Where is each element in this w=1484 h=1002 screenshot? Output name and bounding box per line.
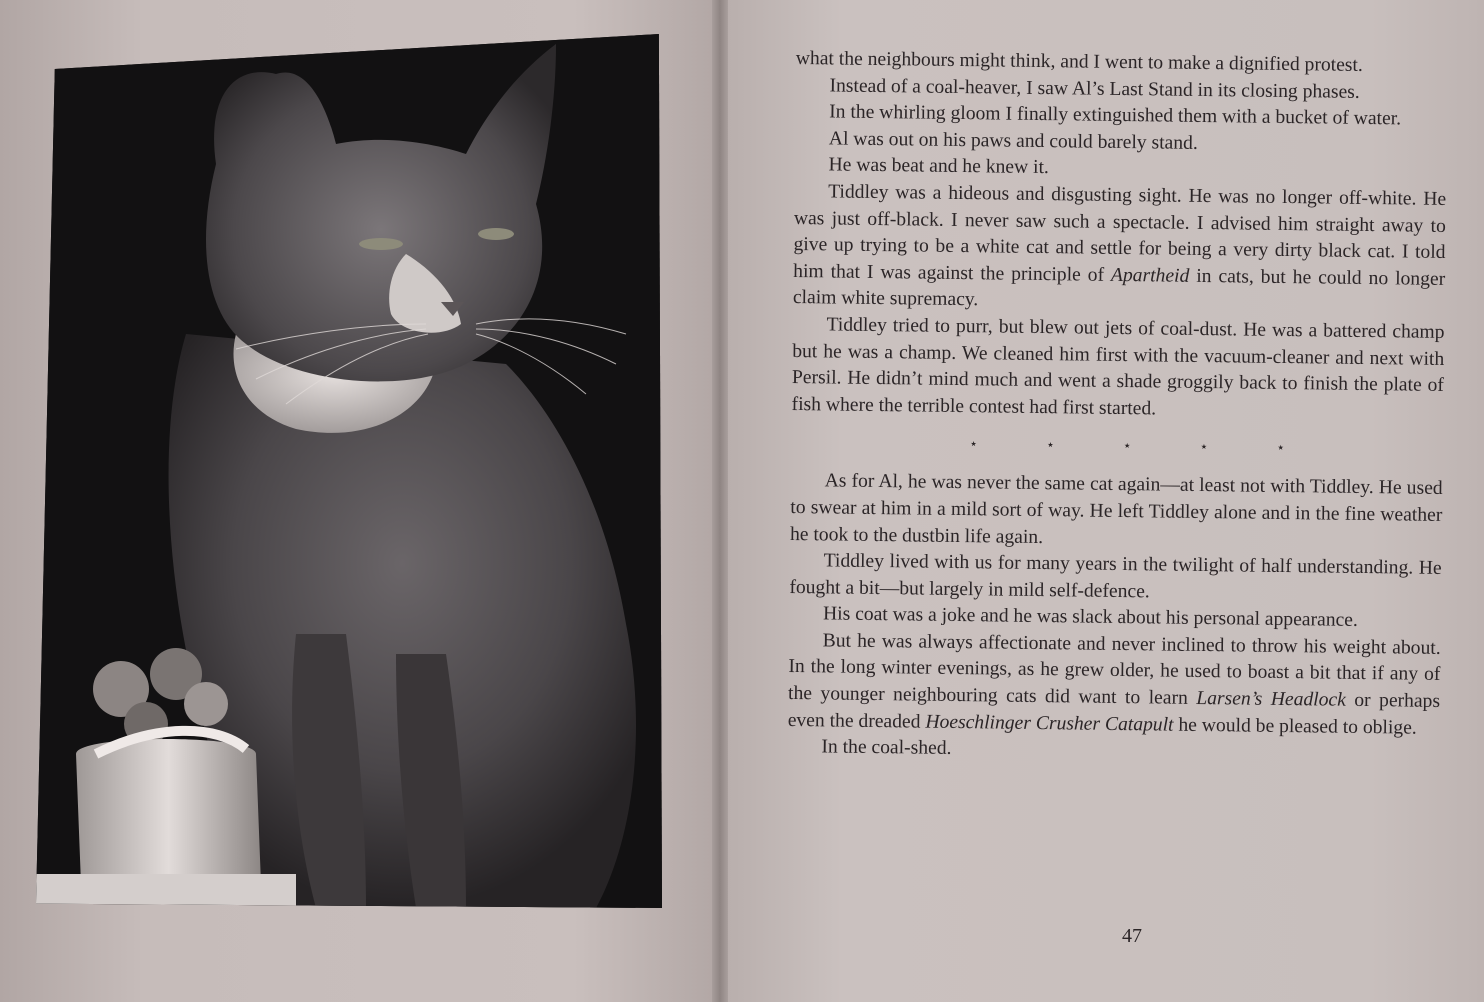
star-icon: ⋆ — [1276, 441, 1286, 457]
paragraph: In the coal-shed. — [821, 736, 952, 760]
paragraph: He was beat and he knew it. — [828, 154, 1050, 179]
paragraph: Tiddley lived with us for many years in the twilight of half understanding. He fought a bit—but largely in mild self-defence. — [789, 550, 1442, 603]
cat-illustration — [36, 34, 662, 908]
paragraph: Tiddley tried to purr, but blew out jets of coal-dust. He was a battered champ but he was a champ. We cleaned him first with the vacuum-cleaner and next with Persil. He didn’t mind much and went a shade groggily back to finish the plate of fish where the terrible contest had first started. — [791, 314, 1445, 420]
paragraph: what the neighbours might think, and I went to make a dignified protest. — [795, 47, 1363, 76]
paragraph: In the whirling gloom I finally extinguished them with a bucket of water. — [829, 101, 1402, 130]
left-page — [0, 0, 718, 1002]
paragraph: His coat was a joke and he was slack about his personal appearance. — [822, 603, 1358, 632]
cat-photograph — [36, 34, 662, 908]
paragraph: Instead of a coal-heaver, I saw Al’s Last Stand in its closing phases. — [829, 75, 1360, 103]
paragraph: Al was out on his paws and could barely stand. — [828, 128, 1198, 154]
star-icon: ⋆ — [1199, 440, 1209, 456]
paragraph: But he was always affectionate and never inclined to throw his weight about. In the long winter evenings, as he grew older, he used to boast a bit that if any of the younger neighbouring cats did want to learn Larsen’s Headlock or perhaps even the dreaded Hoeschlinger Crusher Catapult he would be pleased to oblige. — [787, 630, 1441, 739]
paragraph: Tiddley was a hideous and disgusting sight. He was no longer off-white. He was just off-black. I never saw such a spectacle. I advised him straight away to give up trying to be a white cat and settle for being a very dirty black cat. I told him that I was against the principle of Apartheid in cats, but he could no longer claim white supremacy. — [792, 181, 1447, 311]
page-number: 47 — [1122, 925, 1142, 947]
page-text — [787, 46, 1448, 769]
book-gutter — [712, 0, 728, 1002]
star-icon: ⋆ — [969, 437, 979, 453]
star-icon: ⋆ — [1045, 438, 1055, 454]
star-icon: ⋆ — [1122, 439, 1132, 455]
paragraph: As for Al, he was never the same cat again—at least not with Tiddley. He used to swear at him in a mild sort of way. He left Tiddley alone and in the fine weather he took to the dustbin life again. — [789, 470, 1443, 548]
section-separator — [791, 432, 1443, 462]
